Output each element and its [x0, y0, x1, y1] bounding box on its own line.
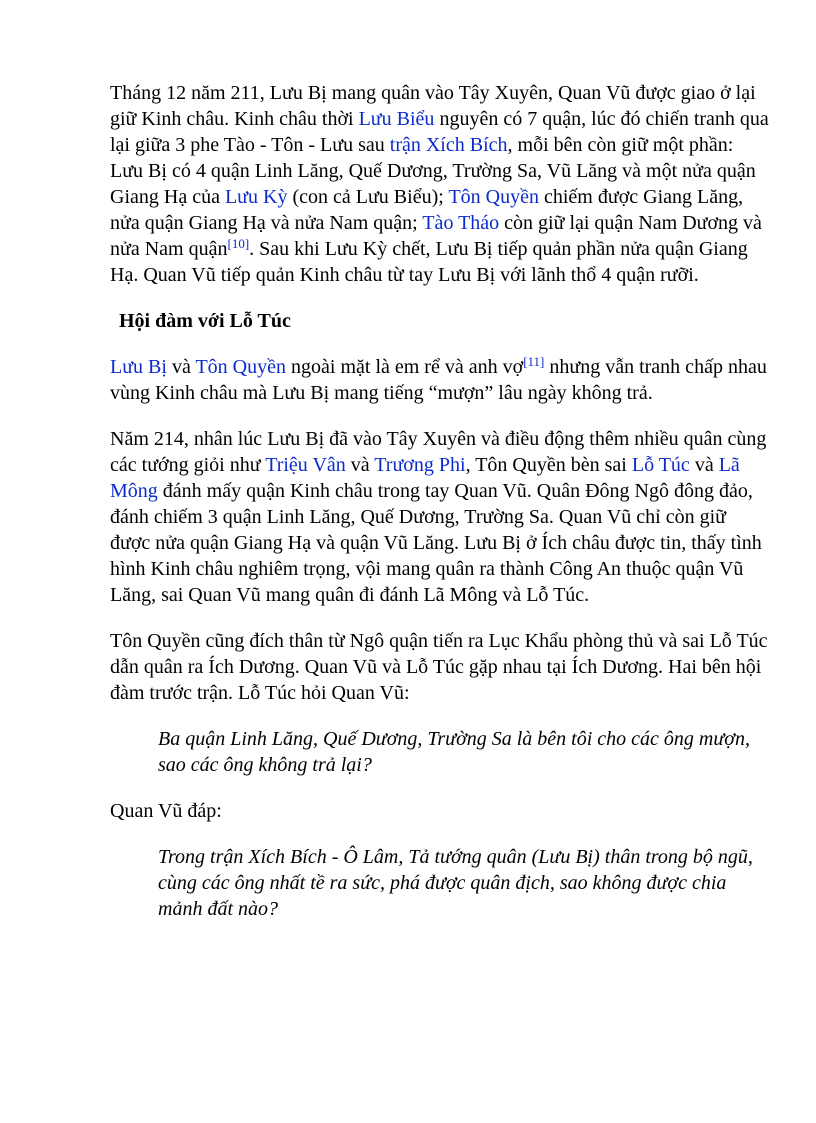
text-span: và: [166, 356, 196, 378]
text-span: ngoài mặt là em rể và anh vợ: [286, 356, 524, 378]
paragraph-tranh-chap: [110, 354, 770, 406]
text-span: nhưng vẫn tranh chấp nhau vùng Kinh châu mà Lưu Bị mang tiếng “mượn” lâu ngày không trả.: [110, 356, 767, 404]
text-span: , mỗi bên còn giữ một phần: Lưu Bị có 4 quận Linh Lăng, Quế Dương, Trường Sa, Vũ Lăng và một nửa quận Giang Hạ của: [110, 134, 756, 208]
text-span: còn giữ lại quận Nam Dương và nửa Nam quận: [110, 212, 762, 260]
paragraph-kinh-chau: [110, 80, 770, 288]
paragraph-nam-214: [110, 426, 770, 608]
link-tran-xich-bich[interactable]: trận Xích Bích: [389, 134, 508, 156]
link-luu-bi[interactable]: Lưu Bị: [110, 356, 167, 378]
text-span: chiếm được Giang Lăng, nửa quận Giang Hạ và nửa Nam quận;: [110, 186, 744, 234]
link-la-mong[interactable]: Lã Mông: [110, 454, 740, 502]
document-page: [110, 80, 770, 942]
text-span: Tháng 12 năm 211, Lưu Bị mang quân vào Tây Xuyên, Quan Vũ được giao ở lại giữ Kinh châu. Kinh châu thời: [110, 82, 756, 130]
text-span: nguyên có 7 quận, lúc đó chiến tranh qua lại giữa 3 phe Tào - Tôn - Lưu sau: [110, 108, 769, 156]
link-truong-phi[interactable]: Trương Phi: [374, 454, 466, 476]
footnote-ref-11[interactable]: [11]: [523, 354, 545, 369]
paragraph-quan-vu-dap: Quan Vũ đáp:: [110, 800, 222, 822]
link-lo-tuc[interactable]: Lỗ Túc: [631, 454, 690, 476]
link-luu-ky[interactable]: Lưu Kỳ: [224, 186, 288, 208]
quote-quan-vu: Trong trận Xích Bích - Ô Lâm, Tả tướng quân (Lưu Bị) thân trong bộ ngũ, cùng các ông nhất tề ra sức, phá được quân địch, sao không được chia mảnh đất nào?: [158, 846, 753, 920]
paragraph-hoi-dam: Tôn Quyền cũng đích thân từ Ngô quận tiến ra Lục Khẩu phòng thủ và sai Lỗ Túc dẫn quân ra Ích Dương. Quan Vũ và Lỗ Túc gặp nhau tại Ích Dương. Hai bên hội đàm trước trận. Lỗ Túc hỏi Quan Vũ:: [110, 630, 768, 704]
quote-lo-tuc: Ba quận Linh Lăng, Quế Dương, Trường Sa là bên tôi cho các ông mượn, sao các ông không trả lại?: [158, 728, 750, 776]
link-ton-quyen-2[interactable]: Tôn Quyền: [195, 356, 287, 378]
text-span: Năm 214, nhân lúc Lưu Bị đã vào Tây Xuyên và điều động thêm nhiều quân cùng các tướng giỏi như: [110, 428, 767, 476]
link-ton-quyen[interactable]: Tôn Quyền: [448, 186, 539, 208]
link-tao-thao[interactable]: Tào Tháo: [422, 212, 500, 234]
link-luu-bieu[interactable]: Lưu Biểu: [358, 108, 435, 130]
footnote-ref-10[interactable]: [10]: [227, 236, 250, 251]
text-span: . Sau khi Lưu Kỳ chết, Lưu Bị tiếp quản phần nửa quận Giang Hạ. Quan Vũ tiếp quản Kinh châu từ tay Lưu Bị với lãnh thổ 4 quận rưỡi.: [110, 238, 748, 286]
text-span: , Tôn Quyền bèn sai: [465, 454, 632, 476]
link-trieu-van[interactable]: Triệu Vân: [265, 454, 346, 476]
section-heading: Hội đàm với Lỗ Túc: [119, 310, 291, 332]
text-span: (con cả Lưu Biểu);: [287, 186, 449, 208]
text-span: và: [345, 454, 375, 476]
text-span: và: [689, 454, 719, 476]
text-span: đánh mấy quận Kinh châu trong tay Quan Vũ. Quân Đông Ngô đông đảo, đánh chiếm 3 quận Linh Lăng, Quế Dương, Trường Sa. Quan Vũ chỉ còn giữ được nửa quận Giang Hạ và quận Vũ Lăng. Lưu Bị ở Ích châu được tin, thấy tình hình Kinh châu nghiêm trọng, vội mang quân ra thành Công An thuộc quận Vũ Lăng, sai Quan Vũ mang quân đi đánh Lã Mông và Lỗ Túc.: [110, 480, 762, 606]
